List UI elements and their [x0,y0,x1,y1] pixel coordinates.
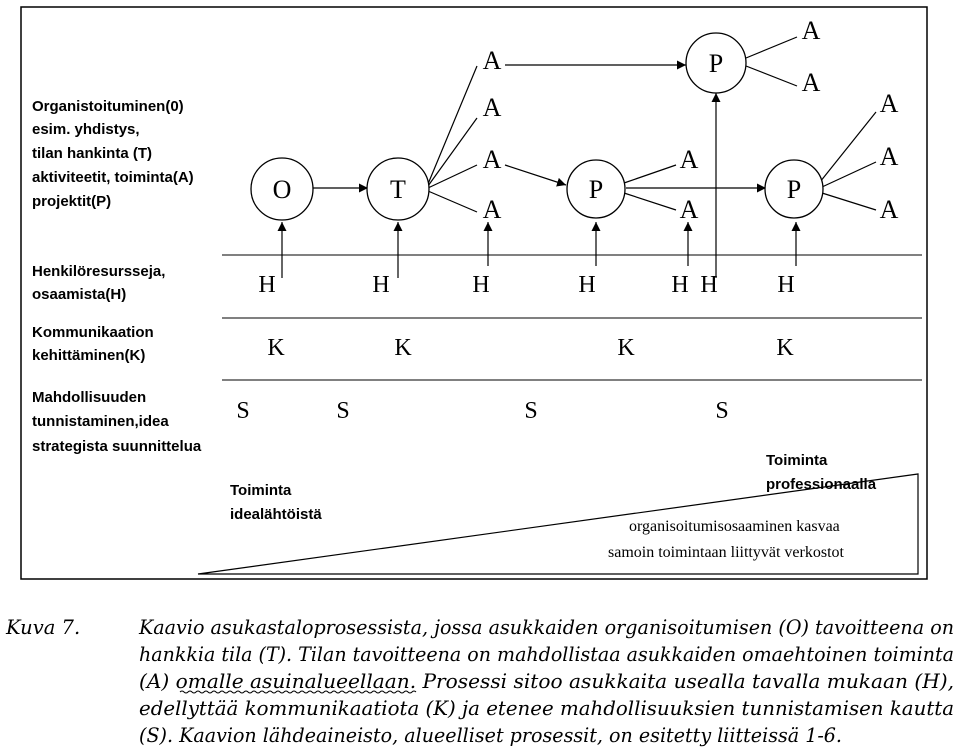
k-marker: K [394,335,412,361]
h-marker: H [578,272,596,298]
node-p2-label: P [786,175,802,204]
label-organisation-line-5: projektit(P) [32,193,112,210]
label-human-resources-line-1: Henkilöresursseja, [32,263,166,280]
line-p2-to-a1 [820,112,876,182]
h-marker: H [777,272,795,298]
line-p1-to-a-lower [624,193,676,210]
line-p1-to-a-upper [624,165,676,183]
activity-label: A [679,195,699,224]
label-organisation-line-3: tilan hankinta (T) [32,145,152,162]
h-marker: H [472,272,490,298]
line-p2-to-a3 [822,193,876,210]
caption-line-4: edellyttää kommunikaatiota (K) ja etenee mahdollisuuksien tunnistamisen kautta [139,697,954,720]
activity-label: A [482,145,502,174]
label-opportunity-line-2: tunnistaminen,idea [32,413,169,430]
h-marker: H [258,272,276,298]
label-organisation-line-4: aktiviteetit, toiminta(A) [32,169,194,186]
activity-label: A [879,89,899,118]
s-marker: S [336,398,350,424]
left-labels [32,98,202,455]
activity-label: A [879,142,899,171]
k-marker: K [267,335,285,361]
caption-line-5: (S). Kaavion lähdeaineisto, alueelliset prosessit, on esitetty liitteissä 1-6. [139,724,842,747]
caption-line-3: (A) omalle asuinalueellaan. Prosessi sitoo asukkaita usealla tavalla mukaan (H), [139,670,954,693]
caption-line-2: hankkia tila (T). Tilan tavoitteena on mahdollistaa asukkaiden omaehtoinen toiminta [139,643,954,666]
activity-label: A [801,16,821,45]
activity-label: A [482,195,502,224]
arrow-a-to-p1 [505,165,566,185]
line-p-top-to-a2 [746,66,797,86]
bottom-right-label-line-2: professionaalla [766,476,877,493]
line-p2-to-a2 [822,162,876,187]
h-marker: H [372,272,390,298]
node-p-top-label: P [708,49,724,78]
label-organisation-line-1: Organistoituminen(0) [32,98,184,115]
caption-figure-number: Kuva 7. [6,616,81,639]
bottom-right-label-line-1: Toiminta [766,452,828,469]
line-t-to-a4 [428,191,477,212]
h-marker: H [671,272,689,298]
k-marker: K [776,335,794,361]
line-t-to-a2 [428,118,477,186]
s-marker: S [236,398,250,424]
growth-note-line-2: samoin toimintaan liittyvät verkostot [608,544,844,561]
h-marker: H [700,272,718,298]
s-marker: S [524,398,538,424]
activity-label: A [879,195,899,224]
bottom-left-label-line-1: Toiminta [230,482,292,499]
node-p1-label: P [588,175,604,204]
s-marker: S [715,398,729,424]
caption-line-1: Kaavio asukastaloprosessista, jossa asukkaiden organisoitumisen (O) tavoitteena on [138,616,954,639]
label-opportunity-line-1: Mahdollisuuden [32,389,147,406]
label-opportunity-line-3: strategista suunnittelua [32,438,202,455]
line-t-to-a1 [428,66,477,184]
growth-note-line-1: organisoitumisosaaminen kasvaa [629,518,840,535]
label-human-resources-line-2: osaamista(H) [32,286,127,303]
line-p-top-to-a1 [746,37,797,58]
bottom-left-label-line-2: idealähtöistä [230,506,322,523]
activity-label: A [801,68,821,97]
node-o-label: O [272,175,292,204]
node-t-label: T [390,175,406,204]
label-communication-line-2: kehittäminen(K) [32,347,146,364]
activity-label: A [679,145,699,174]
activity-label: A [482,93,502,122]
label-organisation-line-2: esim. yhdistys, [32,121,140,138]
activity-label: A [482,46,502,75]
k-marker: K [617,335,635,361]
label-communication-line-1: Kommunikaation [32,324,154,341]
